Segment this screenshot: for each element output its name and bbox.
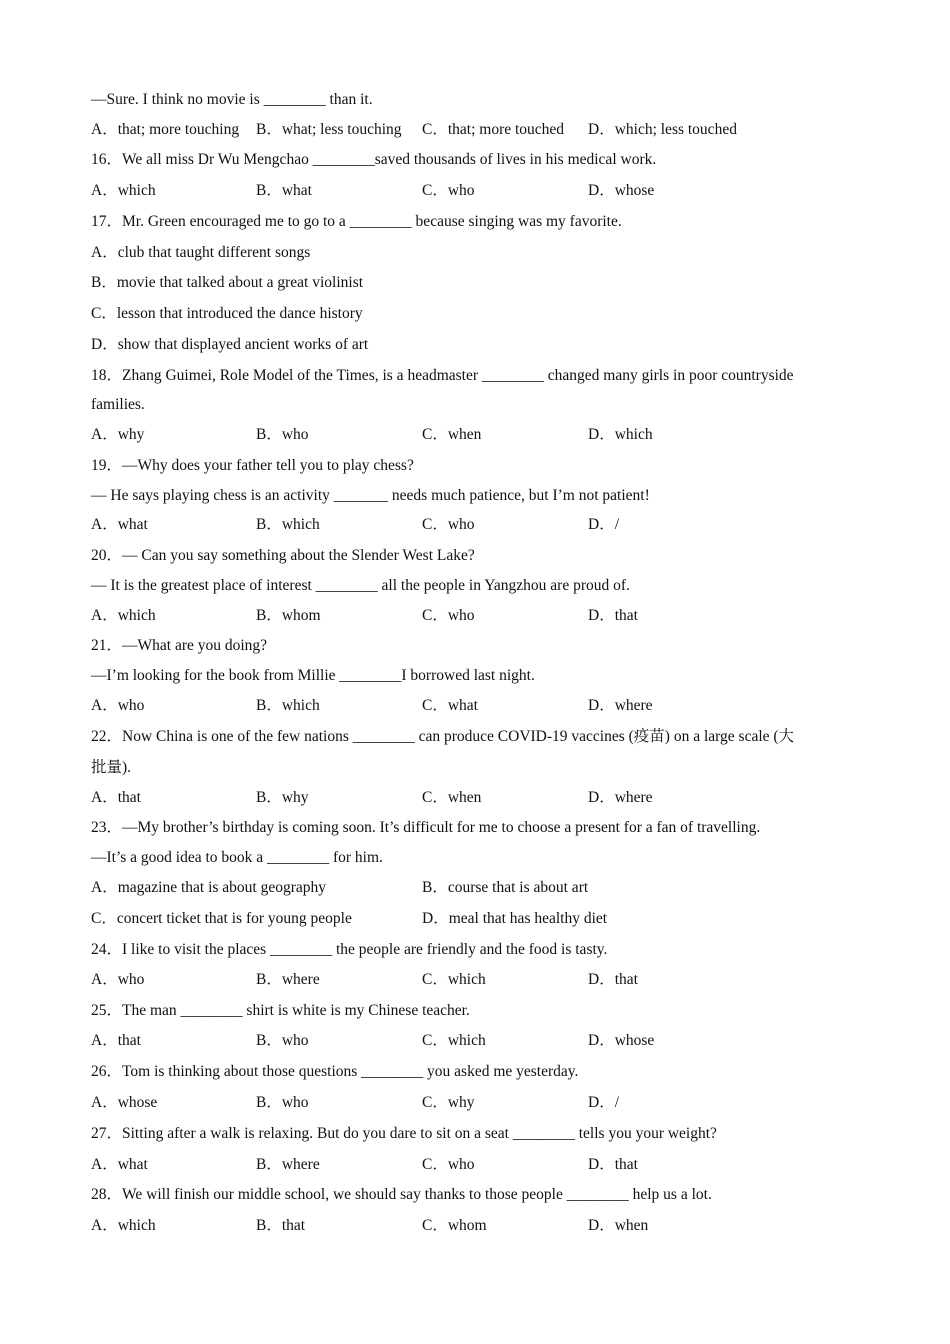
q17-option-c: C．lesson that introduced the dance history bbox=[91, 305, 363, 322]
question-25-stem: 25．The man ________ shirt is white is my Chinese teacher. bbox=[91, 1002, 470, 1019]
q24-option-b: B．where bbox=[256, 971, 320, 988]
q27-option-d: D．that bbox=[588, 1156, 638, 1173]
q23-option-b: B．course that is about art bbox=[422, 879, 589, 896]
q19-option-a: A．what bbox=[91, 516, 148, 533]
question-23-stem-cont: —It’s a good idea to book a ________ for him. bbox=[91, 849, 383, 866]
q22-option-c: C．when bbox=[422, 789, 482, 806]
q20-option-c: C．who bbox=[422, 607, 475, 624]
q18-option-a: A．why bbox=[91, 426, 145, 443]
q28-option-d: D．when bbox=[588, 1217, 649, 1234]
q19-option-d: D．/ bbox=[588, 516, 620, 533]
q25-option-a: A．that bbox=[91, 1032, 141, 1049]
question-17-stem: 17．Mr. Green encouraged me to go to a ________ because singing was my favorite. bbox=[91, 213, 622, 230]
q15-option-d: D．which; less touched bbox=[588, 121, 737, 138]
question-23-stem: 23．—My brother’s birthday is coming soon. It’s difficult for me to choose a present for a fan of travelling. bbox=[91, 819, 761, 836]
question-16-stem: 16．We all miss Dr Wu Mengchao ________saved thousands of lives in his medical work. bbox=[91, 151, 657, 168]
q25-option-b: B．who bbox=[256, 1032, 309, 1049]
q16-option-d: D．whose bbox=[588, 182, 655, 199]
q19-option-c: C．who bbox=[422, 516, 475, 533]
q27-option-b: B．where bbox=[256, 1156, 320, 1173]
q15-option-a: A．that; more touching bbox=[91, 121, 240, 138]
q17-option-b: B．movie that talked about a great violinist bbox=[91, 274, 364, 291]
question-27-stem: 27．Sitting after a walk is relaxing. But do you dare to sit on a seat ________ tells you your weight? bbox=[91, 1125, 717, 1142]
q20-option-d: D．that bbox=[588, 607, 638, 624]
q17-option-a: A．club that taught different songs bbox=[91, 244, 311, 261]
q15-option-b: B．what; less touching bbox=[256, 121, 402, 138]
q24-option-c: C．which bbox=[422, 971, 486, 988]
q24-option-a: A．who bbox=[91, 971, 145, 988]
q16-option-b: B．what bbox=[256, 182, 312, 199]
q20-option-b: B．whom bbox=[256, 607, 321, 624]
q24-option-d: D．that bbox=[588, 971, 638, 988]
q27-option-c: C．who bbox=[422, 1156, 475, 1173]
q25-option-d: D．whose bbox=[588, 1032, 655, 1049]
q21-option-b: B．which bbox=[256, 697, 320, 714]
question-20-stem: 20．— Can you say something about the Slender West Lake? bbox=[91, 547, 475, 564]
q26-option-b: B．who bbox=[256, 1094, 309, 1111]
q22-option-d: D．where bbox=[588, 789, 653, 806]
q18-option-c: C．when bbox=[422, 426, 482, 443]
q28-option-a: A．which bbox=[91, 1217, 156, 1234]
question-21-stem: 21．—What are you doing? bbox=[91, 637, 268, 654]
q15-option-c: C．that; more touched bbox=[422, 121, 565, 138]
question-15-dialogue: —Sure. I think no movie is ________ than it. bbox=[91, 91, 373, 108]
question-21-stem-cont: —I’m looking for the book from Millie ________I borrowed last night. bbox=[91, 667, 535, 684]
q16-option-c: C．who bbox=[422, 182, 475, 199]
question-19-stem-cont: — He says playing chess is an activity _______ needs much patience, but I’m not patient! bbox=[91, 487, 650, 504]
q23-option-a: A．magazine that is about geography bbox=[91, 879, 327, 896]
question-22-stem-cont: 批量). bbox=[91, 759, 132, 776]
q26-option-d: D．/ bbox=[588, 1094, 620, 1111]
q27-option-a: A．what bbox=[91, 1156, 148, 1173]
q20-option-a: A．which bbox=[91, 607, 156, 624]
q21-option-a: A．who bbox=[91, 697, 145, 714]
q17-option-d: D．show that displayed ancient works of art bbox=[91, 336, 369, 353]
question-18-stem: 18．Zhang Guimei, Role Model of the Times, is a headmaster ________ changed many girls in poor countryside bbox=[91, 367, 794, 384]
q22-option-b: B．why bbox=[256, 789, 309, 806]
q26-option-c: C．why bbox=[422, 1094, 475, 1111]
q28-option-c: C．whom bbox=[422, 1217, 487, 1234]
q21-option-c: C．what bbox=[422, 697, 478, 714]
q26-option-a: A．whose bbox=[91, 1094, 158, 1111]
q16-option-a: A．which bbox=[91, 182, 156, 199]
q19-option-b: B．which bbox=[256, 516, 320, 533]
question-18-stem-cont: families. bbox=[91, 396, 145, 413]
q22-option-a: A．that bbox=[91, 789, 141, 806]
question-28-stem: 28．We will finish our middle school, we should say thanks to those people ________ help us a lot. bbox=[91, 1186, 712, 1203]
q25-option-c: C．which bbox=[422, 1032, 486, 1049]
question-24-stem: 24．I like to visit the places ________ the people are friendly and the food is tasty. bbox=[91, 941, 608, 958]
question-22-stem: 22．Now China is one of the few nations ________ can produce COVID-19 vaccines (疫苗) on a large scale (大 bbox=[91, 728, 795, 745]
q21-option-d: D．where bbox=[588, 697, 653, 714]
question-19-stem: 19．—Why does your father tell you to play chess? bbox=[91, 457, 414, 474]
q23-option-c: C．concert ticket that is for young people bbox=[91, 910, 352, 927]
q28-option-b: B．that bbox=[256, 1217, 306, 1234]
q18-option-b: B．who bbox=[256, 426, 309, 443]
q23-option-d: D．meal that has healthy diet bbox=[422, 910, 608, 927]
question-26-stem: 26．Tom is thinking about those questions ________ you asked me yesterday. bbox=[91, 1063, 579, 1080]
question-20-stem-cont: — It is the greatest place of interest ________ all the people in Yangzhou are proud of. bbox=[91, 577, 630, 594]
q18-option-d: D．which bbox=[588, 426, 653, 443]
